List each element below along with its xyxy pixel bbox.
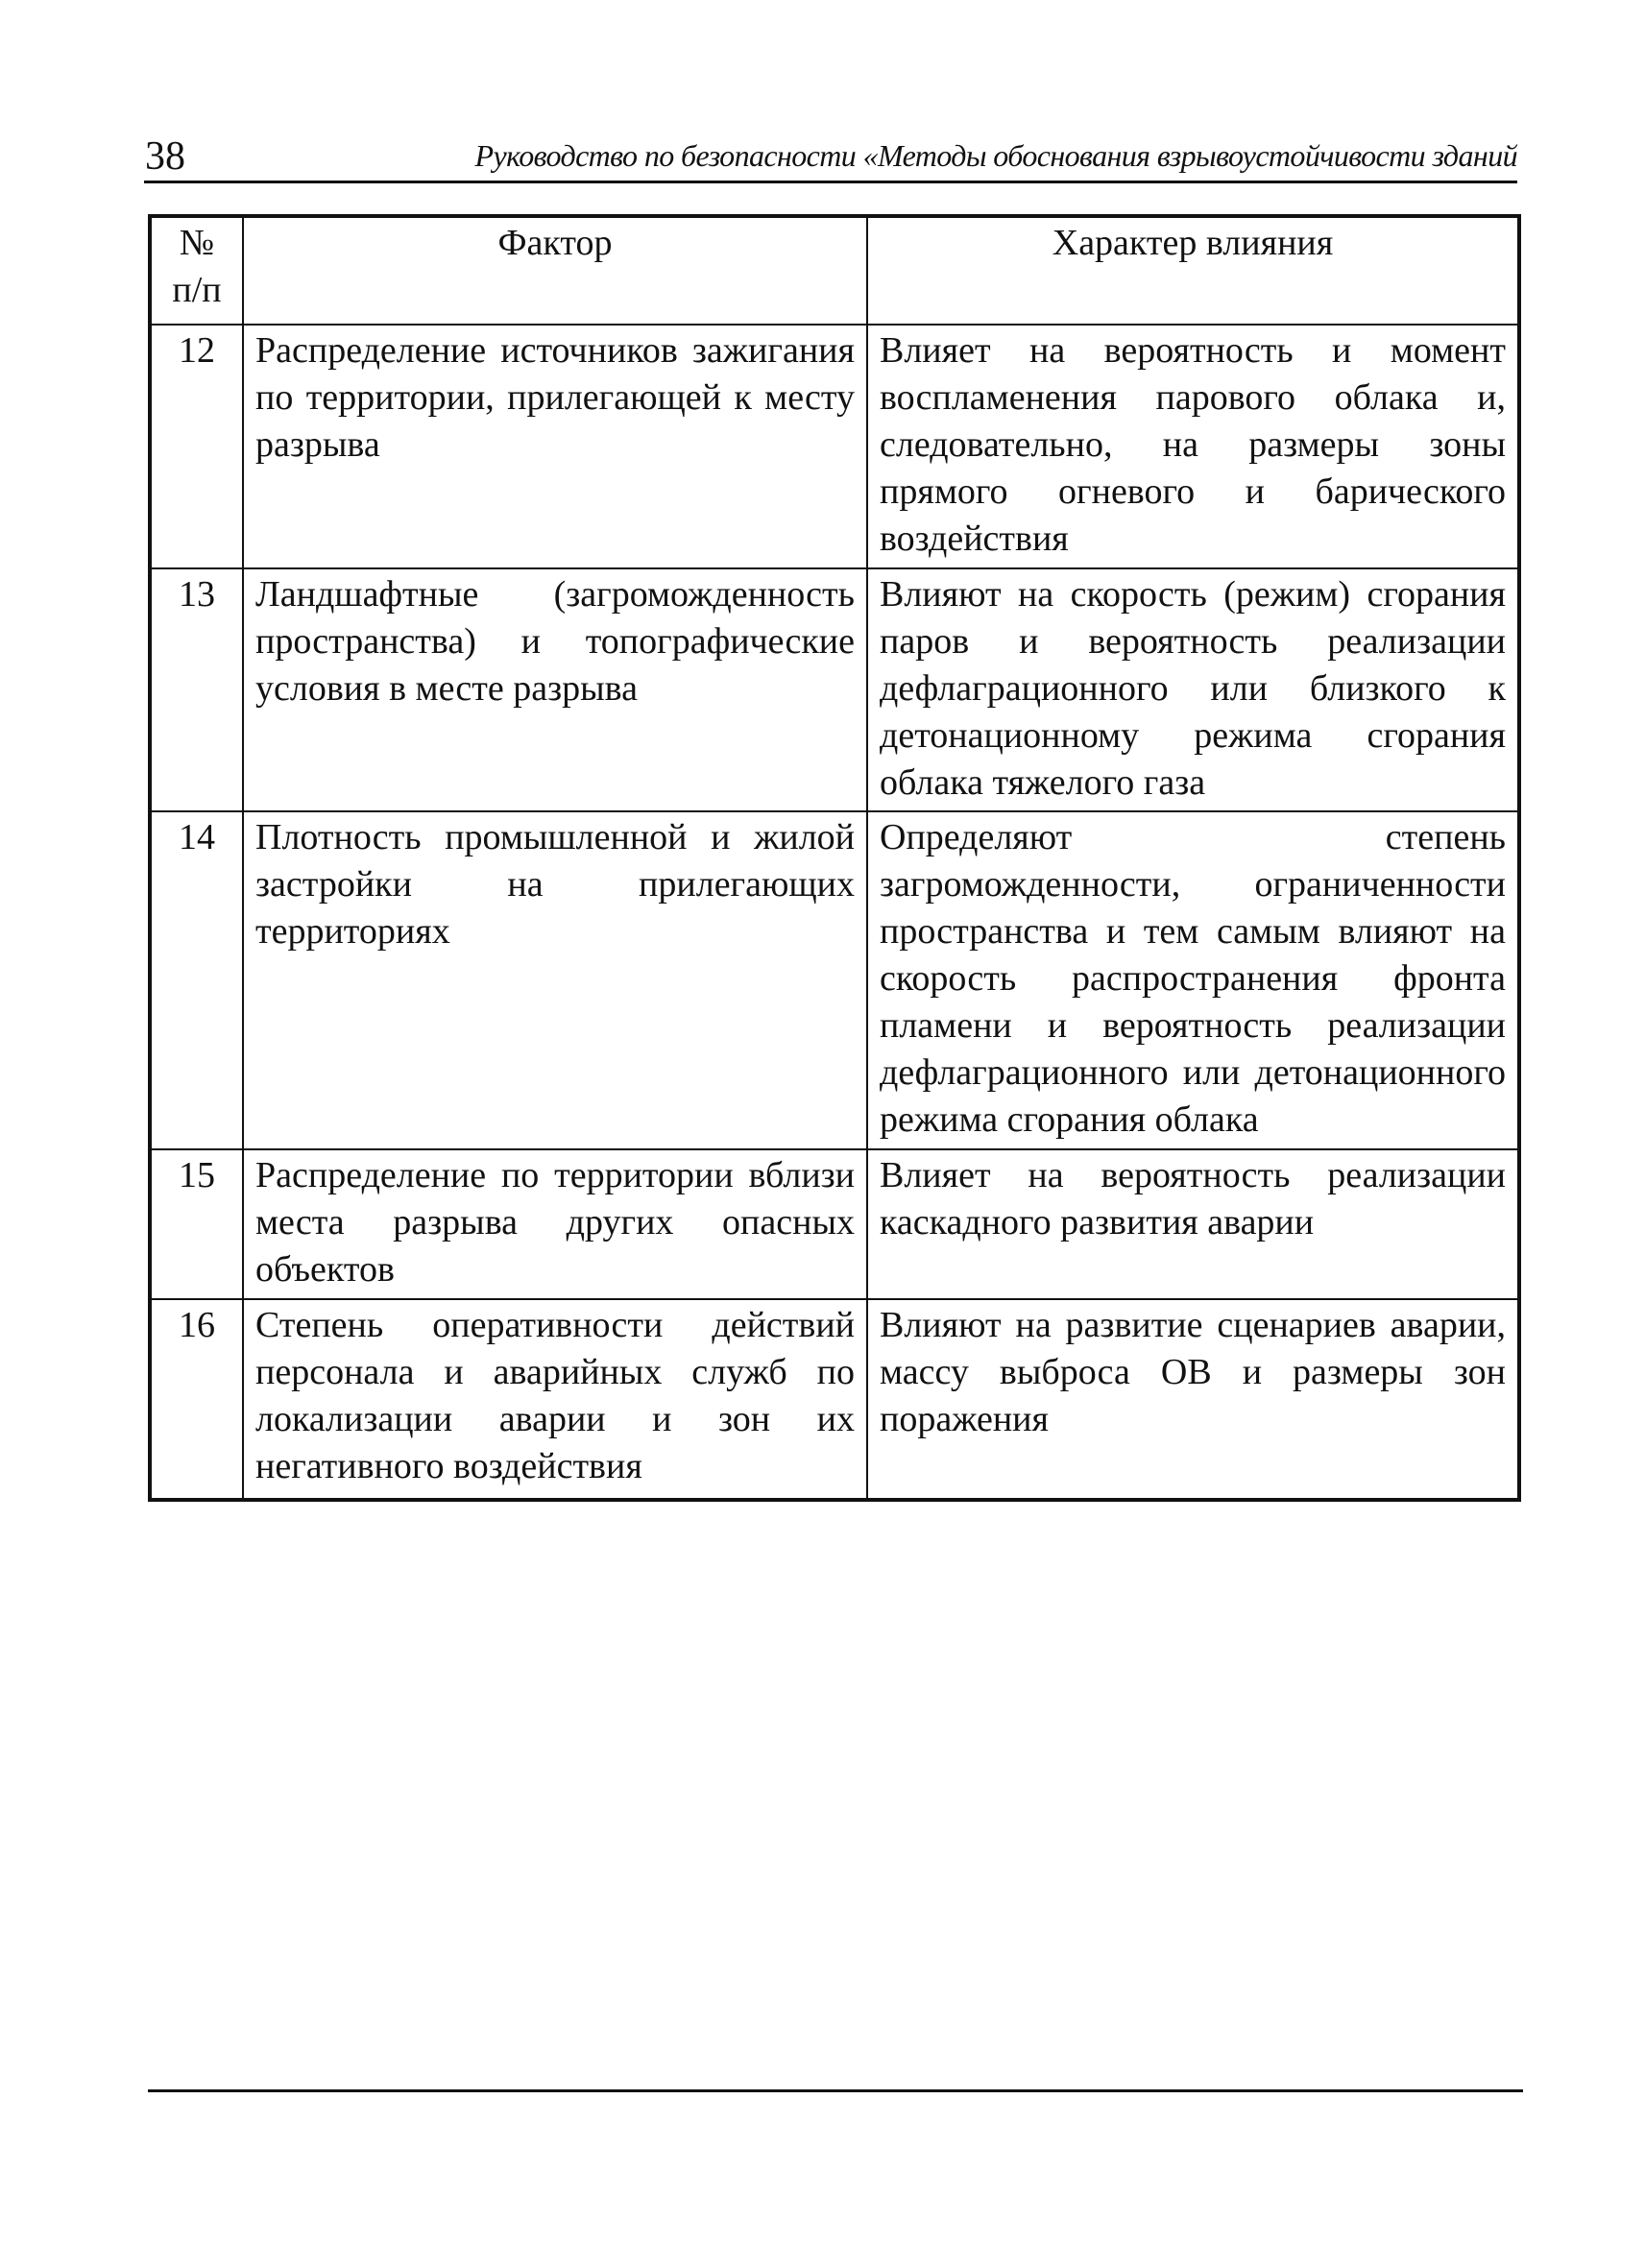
row-effect: Влияет на вероятность и момент воспламенения парового облака и, следовательно, на размеры зоны прямого огневого и барического воздействия: [867, 325, 1519, 568]
row-effect: Влияют на развитие сценариев аварии, массу выброса ОВ и размеры зон поражения: [867, 1299, 1519, 1500]
row-factor: Плотность промышленной и жилой застройки на прилегающих территориях: [243, 811, 867, 1149]
factors-table: [148, 214, 1521, 1502]
page-number: 38: [145, 134, 185, 179]
column-header-number: [150, 216, 243, 325]
row-effect: Определяют степень загроможденности, ограниченности пространства и тем самым влияют на скорость распространения фронта пламени и вероятность реализации дефлаграционного или детонационного режима сгорания облака: [867, 811, 1519, 1149]
row-number: 14: [150, 811, 243, 1149]
row-number: 13: [150, 568, 243, 811]
row-effect: Влияет на вероятность реализации каскадного развития аварии: [867, 1149, 1519, 1299]
column-header-factor: Фактор: [243, 216, 867, 325]
row-effect: Влияют на скорость (режим) сгорания паров и вероятность реализации дефлаграционного или близкого к детонационному режима сгорания облака тяжелого газа: [867, 568, 1519, 811]
row-number: 12: [150, 325, 243, 568]
row-factor: Ландшафтные (загроможденность пространства) и топографические условия в месте разрыва: [243, 568, 867, 811]
header-rule: [144, 181, 1517, 183]
column-header-effect: Характер влияния: [867, 216, 1519, 325]
row-factor: Распределение по территории вблизи места разрыва других опасных объектов: [243, 1149, 867, 1299]
table-row: [150, 1299, 1519, 1500]
table-header-row: [150, 216, 1519, 325]
table-row: [150, 1149, 1519, 1299]
table-row: [150, 811, 1519, 1149]
table-row: [150, 568, 1519, 811]
row-number: 16: [150, 1299, 243, 1500]
running-head: Руководство по безопасности «Методы обоснования взрывоустойчивости зданий: [474, 138, 1517, 173]
row-number: 15: [150, 1149, 243, 1299]
column-header-number-abbrev: п/п: [172, 270, 222, 310]
row-factor: Распределение источников зажигания по территории, прилегающей к месту разрыва: [243, 325, 867, 568]
table-row: [150, 325, 1519, 568]
row-factor: Степень оперативности действий персонала и аварийных служб по локализации аварии и зон их негативного воздействия: [243, 1299, 867, 1500]
footer-rule: [148, 2089, 1523, 2092]
column-header-number-sign: №: [179, 223, 215, 263]
